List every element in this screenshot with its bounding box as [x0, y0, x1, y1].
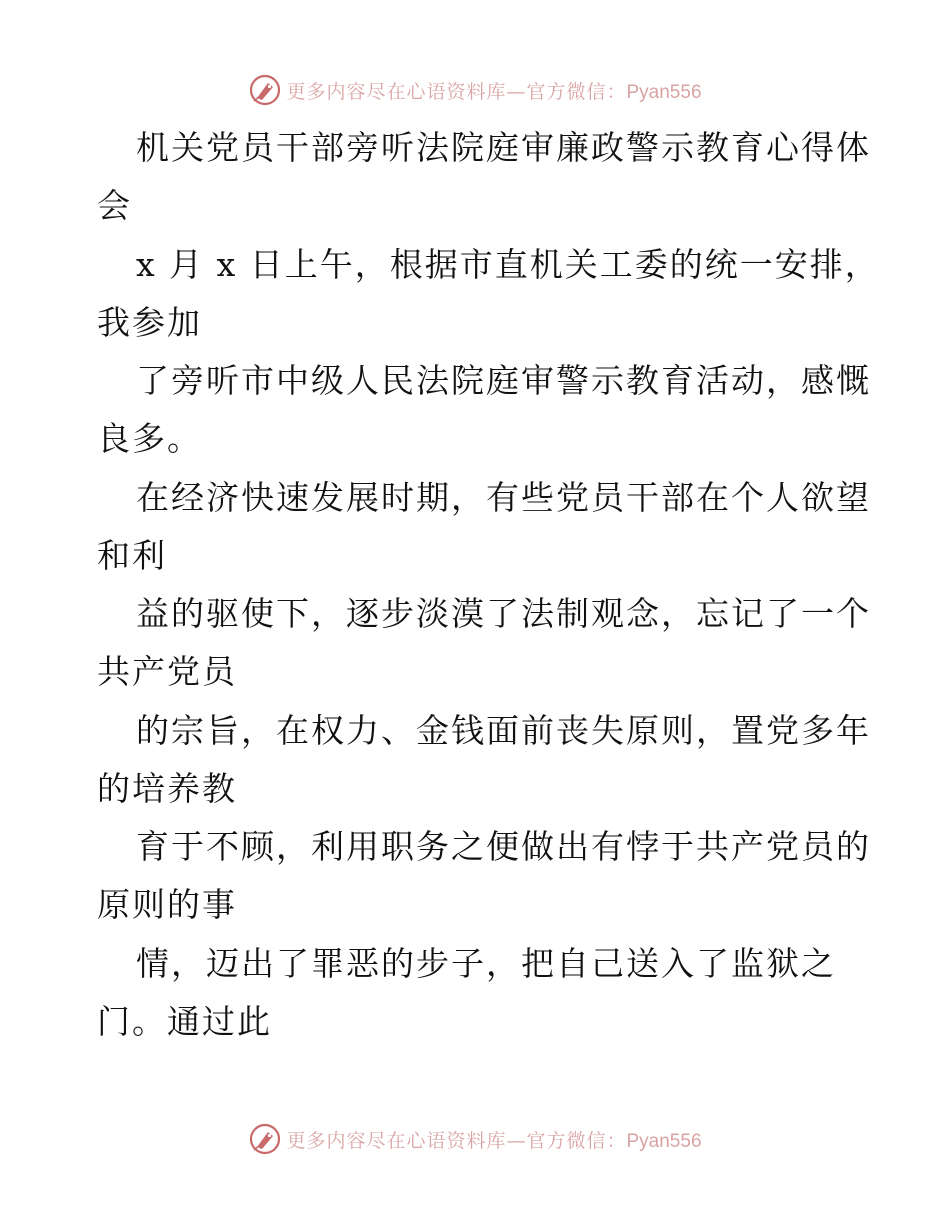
doc-text-line: 的宗旨，在权力、金钱面前丧失原则，置党多年 [136, 711, 871, 750]
doc-text-line: 原则的事 [97, 885, 237, 924]
doc-text-line: 我参加 [97, 303, 202, 342]
doc-title-line-2: 会 [97, 186, 132, 225]
doc-text-line: 共产党员 [97, 652, 237, 691]
footer-banner [0, 1119, 950, 1159]
pen-nib-logo-icon [248, 1122, 282, 1156]
doc-text-line: x 月 x 日上午，根据市直机关工委的统一安排， [136, 245, 880, 284]
banner-text: 更多内容尽在心语资料库—官方微信：Pyan556 [286, 1129, 702, 1152]
doc-text-line: 的培养教 [97, 769, 237, 808]
doc-text-line: 情，迈出了罪恶的步子，把自己送入了监狱之 [136, 944, 836, 983]
doc-text-line: 了旁听市中级人民法院庭审警示教育活动，感慨 [136, 361, 871, 400]
doc-text-line: 良多。 [97, 419, 202, 458]
wechat-id: Pyan556 [626, 1130, 702, 1152]
wechat-id: Pyan556 [626, 81, 702, 103]
banner-text: 更多内容尽在心语资料库—官方微信：Pyan556 [286, 80, 702, 103]
doc-text-line: 育于不顾，利用职务之便做出有悖于共产党员的 [136, 827, 871, 866]
doc-text-line: 和利 [97, 536, 167, 575]
doc-title-line-1: 机关党员干部旁听法院庭审廉政警示教育心得体 [136, 128, 871, 167]
doc-text-line: 在经济快速发展时期，有些党员干部在个人欲望 [136, 478, 871, 517]
doc-text-line: 益的驱使下，逐步淡漠了法制观念，忘记了一个 [136, 594, 871, 633]
doc-text-line: 门。通过此 [97, 1002, 272, 1041]
